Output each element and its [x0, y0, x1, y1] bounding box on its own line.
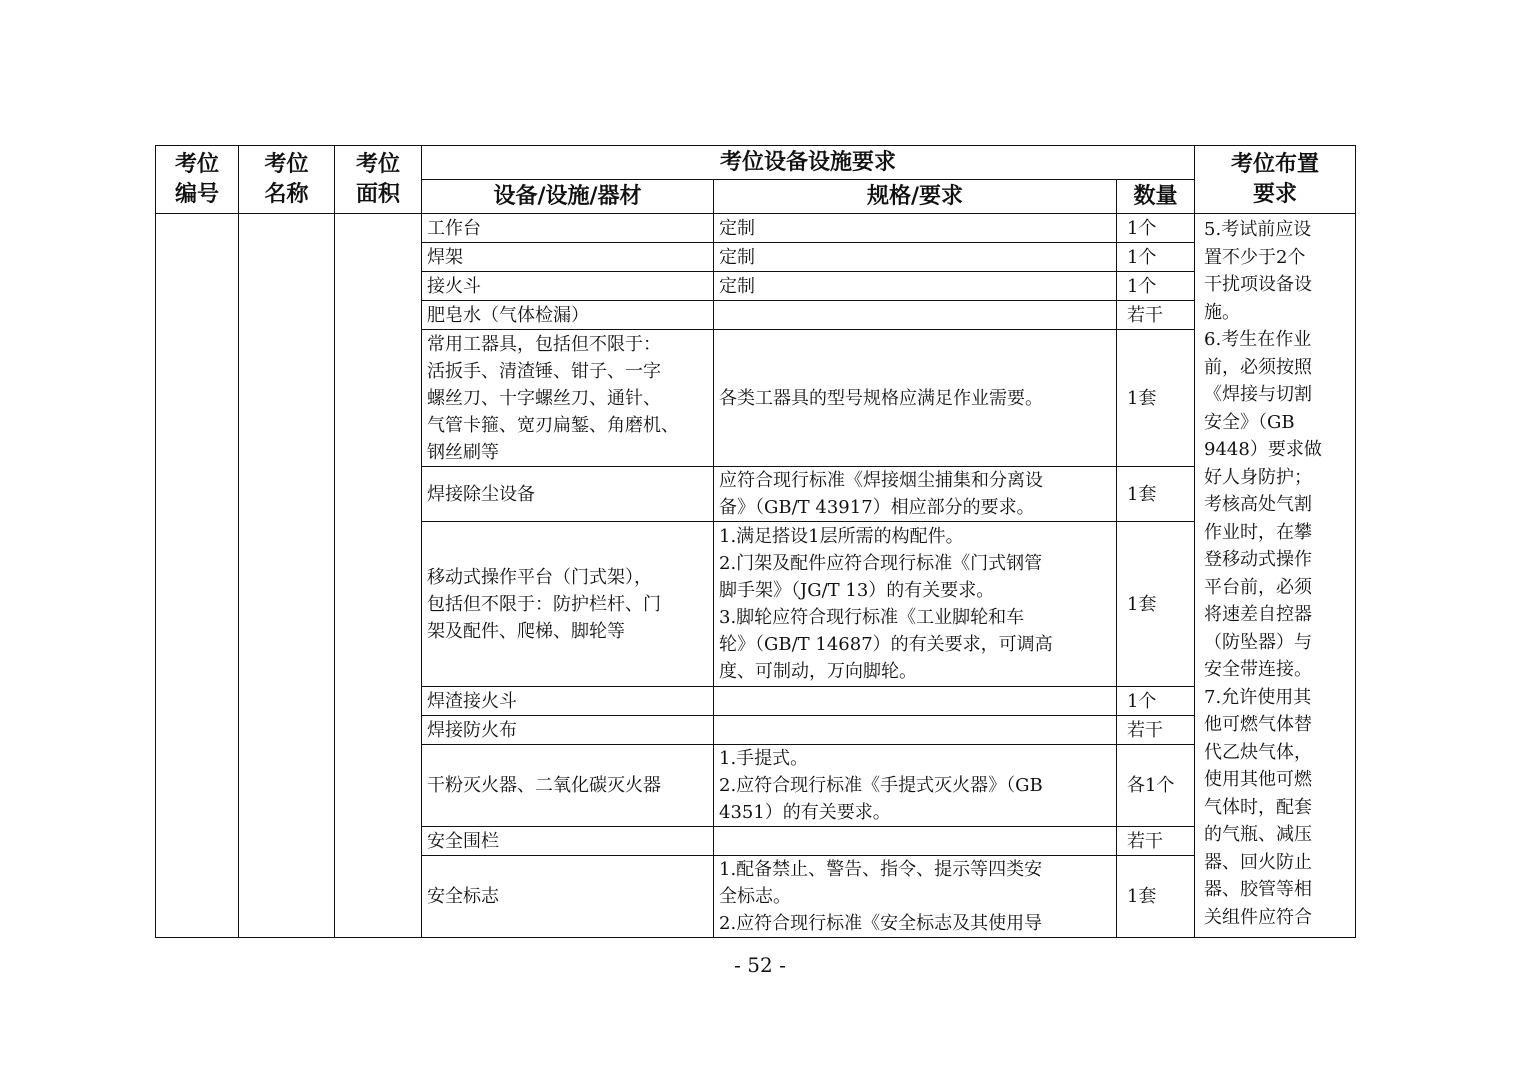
spec-cell-line: 2.门架及配件应符合现行标准《门式钢管: [719, 553, 1043, 574]
equipment-cell: [422, 272, 714, 301]
spec-cell-line: 轮》（GB/T 14687）的有关要求，可调高: [719, 634, 1053, 655]
requirements-table: [155, 145, 1356, 938]
layout-requirement-line: 干扰项设备设: [1204, 274, 1313, 295]
layout-requirement-line: 前，必须按照: [1204, 356, 1313, 378]
layout-requirement-line: 将速差自控器: [1204, 604, 1313, 625]
layout-requirement-line: 置不少于2个: [1204, 246, 1306, 268]
layout-requirement-line: 7.允许使用其: [1204, 686, 1312, 708]
spec-cell-line: 备》（GB/T 43917）相应部分的要求。: [719, 497, 1035, 518]
header-exam-area-label: 考位 面积: [355, 151, 400, 207]
requirements-table-wrapper: [155, 145, 1355, 938]
header-spec: 规格/要求: [714, 180, 1117, 214]
spec-cell: [714, 272, 1117, 301]
header-quantity: 数量: [1117, 180, 1195, 214]
table-body: [156, 214, 1356, 938]
spec-cell: [714, 301, 1117, 330]
quantity-cell: 1套: [1117, 856, 1195, 938]
quantity-cell: 若干: [1117, 716, 1195, 745]
spec-cell: [714, 330, 1117, 467]
spec-cell-line: 2.应符合现行标准《手提式灭火器》（GB: [719, 775, 1043, 796]
layout-requirement-line: 9448）要求做: [1204, 439, 1322, 460]
quantity-cell: 1套: [1117, 522, 1195, 687]
spec-cell: [714, 243, 1117, 272]
equipment-cell: [422, 301, 714, 330]
equipment-cell-line: 架及配件、爬梯、脚轮等: [427, 620, 625, 642]
layout-requirement-line: 他可燃气体替: [1204, 714, 1313, 735]
layout-requirement-line: 考核高处气割: [1204, 494, 1313, 515]
spec-cell-line: 各类工器具的型号规格应满足作业需要。: [719, 387, 1043, 409]
equipment-cell: [422, 214, 714, 243]
spec-cell-line: 4351）的有关要求。: [719, 802, 891, 823]
equipment-cell-line: 安全标志: [427, 886, 499, 907]
header-equipment-group: 考位设备设施要求: [422, 146, 1195, 180]
quantity-cell: 1个: [1117, 687, 1195, 716]
equipment-cell-line: 常用工器具，包括但不限于：: [427, 333, 661, 355]
quantity-cell: 若干: [1117, 827, 1195, 856]
layout-requirement-line: 好人身防护；: [1204, 466, 1313, 488]
equipment-cell: [422, 467, 714, 522]
page-number: - 52 -: [734, 953, 786, 977]
layout-requirement-line: 关组件应符合: [1204, 906, 1313, 928]
layout-requirement-line: 5.考试前应设: [1204, 219, 1312, 240]
equipment-cell: [422, 243, 714, 272]
equipment-cell: [422, 745, 714, 827]
header-equipment: 设备/设施/器材: [422, 180, 714, 214]
layout-requirement-line: 使用其他可燃: [1204, 769, 1313, 790]
layout-requirement-line: 气体时，配套: [1204, 796, 1313, 818]
layout-requirement-line: 安全带连接。: [1204, 659, 1313, 680]
equipment-cell-line: 安全围栏: [427, 830, 499, 852]
spec-cell: [714, 522, 1117, 687]
layout-requirement-line: 登移动式操作: [1204, 549, 1313, 570]
spec-cell: [714, 687, 1117, 716]
equipment-cell: [422, 856, 714, 938]
header-exam-id-label: 考位 编号: [174, 151, 219, 207]
exam-area-cell: [335, 214, 422, 938]
quantity-cell: 1个: [1117, 243, 1195, 272]
header-exam-name-label: 考位 名称: [264, 151, 309, 207]
spec-cell-line: 脚手架》（JG/T 13）的有关要求。: [719, 580, 995, 601]
spec-cell-line: 应符合现行标准《焊接烟尘捕集和分离设: [719, 470, 1043, 491]
layout-requirement-line: 6.考生在作业: [1204, 329, 1312, 350]
equipment-cell-line: 活扳手、清渣锤、钳子、一字: [427, 360, 661, 382]
quantity-cell: 各1个: [1117, 745, 1195, 827]
spec-cell-line: 1.配备禁止、警告、指令、提示等四类安: [719, 859, 1043, 880]
spec-cell: [714, 856, 1117, 938]
layout-requirement-line: （防坠器）与: [1204, 631, 1313, 653]
header-layout: [1195, 146, 1356, 214]
quantity-cell: 1个: [1117, 272, 1195, 301]
layout-requirement-line: 《焊接与切割: [1204, 384, 1313, 405]
spec-cell: [714, 745, 1117, 827]
spec-cell-line: 定制: [719, 275, 755, 297]
layout-requirement-line: 安全》（GB: [1204, 411, 1295, 433]
spec-cell-line: 3.脚轮应符合现行标准《工业脚轮和车: [719, 607, 1025, 628]
equipment-cell-line: 焊架: [427, 246, 463, 268]
equipment-cell: [422, 716, 714, 745]
spec-cell: [714, 716, 1117, 745]
layout-requirement-line: 器、胶管等相: [1204, 879, 1313, 900]
spec-cell-line: 1.满足搭设1层所需的构配件。: [719, 526, 964, 547]
equipment-cell-line: 焊渣接火斗: [427, 690, 517, 712]
equipment-cell-line: 螺丝刀、十字螺丝刀、通针、: [427, 387, 661, 409]
table-row: [156, 214, 1356, 243]
layout-requirement-line: 施。: [1204, 301, 1241, 323]
equipment-cell: [422, 522, 714, 687]
equipment-cell-line: 钢丝刷等: [427, 441, 499, 463]
header-exam-name: [239, 146, 335, 214]
quantity-cell: 1套: [1117, 330, 1195, 467]
layout-requirement-line: 代乙炔气体，: [1204, 741, 1313, 763]
spec-cell-line: 定制: [719, 217, 755, 239]
quantity-cell: 若干: [1117, 301, 1195, 330]
equipment-cell-line: 包括但不限于：防护栏杆、门: [427, 593, 661, 615]
quantity-cell: 1套: [1117, 467, 1195, 522]
layout-requirement-line: 的气瓶、减压: [1204, 824, 1313, 845]
header-layout-label: 考位布置 要求: [1231, 151, 1320, 207]
header-exam-area: [335, 146, 422, 214]
equipment-cell-line: 焊接除尘设备: [427, 483, 535, 505]
equipment-cell-line: 焊接防火布: [427, 719, 517, 741]
quantity-cell: 1个: [1117, 214, 1195, 243]
spec-cell-line: 度、可制动，万向脚轮。: [719, 661, 917, 682]
spec-cell: [714, 214, 1117, 243]
exam-id-cell: [156, 214, 239, 938]
equipment-cell-line: 工作台: [427, 217, 481, 239]
spec-cell-line: 1.手提式。: [719, 748, 809, 769]
spec-cell: [714, 827, 1117, 856]
equipment-cell-line: 干粉灭火器、二氧化碳灭火器: [427, 775, 661, 796]
equipment-cell-line: 肥皂水（气体检漏）: [427, 304, 589, 326]
equipment-cell: [422, 330, 714, 467]
layout-requirement-line: 平台前，必须: [1204, 576, 1313, 598]
equipment-cell: [422, 827, 714, 856]
spec-cell-line: 定制: [719, 246, 755, 268]
spec-cell-line: 全标志。: [719, 886, 791, 907]
equipment-cell-line: 气管卡箍、宽刃扁錾、角磨机、: [427, 414, 679, 436]
layout-requirements-cell: [1195, 214, 1356, 938]
layout-requirement-line: 器、回火防止: [1204, 851, 1313, 873]
spec-cell-line: 2.应符合现行标准《安全标志及其使用导: [719, 913, 1043, 934]
header-exam-id: [156, 146, 239, 214]
exam-name-cell: [239, 214, 335, 938]
equipment-cell: [422, 687, 714, 716]
equipment-cell-line: 接火斗: [427, 275, 481, 297]
spec-cell: [714, 467, 1117, 522]
layout-requirement-line: 作业时，在攀: [1204, 521, 1313, 543]
equipment-cell-line: 移动式操作平台（门式架），: [427, 566, 652, 588]
